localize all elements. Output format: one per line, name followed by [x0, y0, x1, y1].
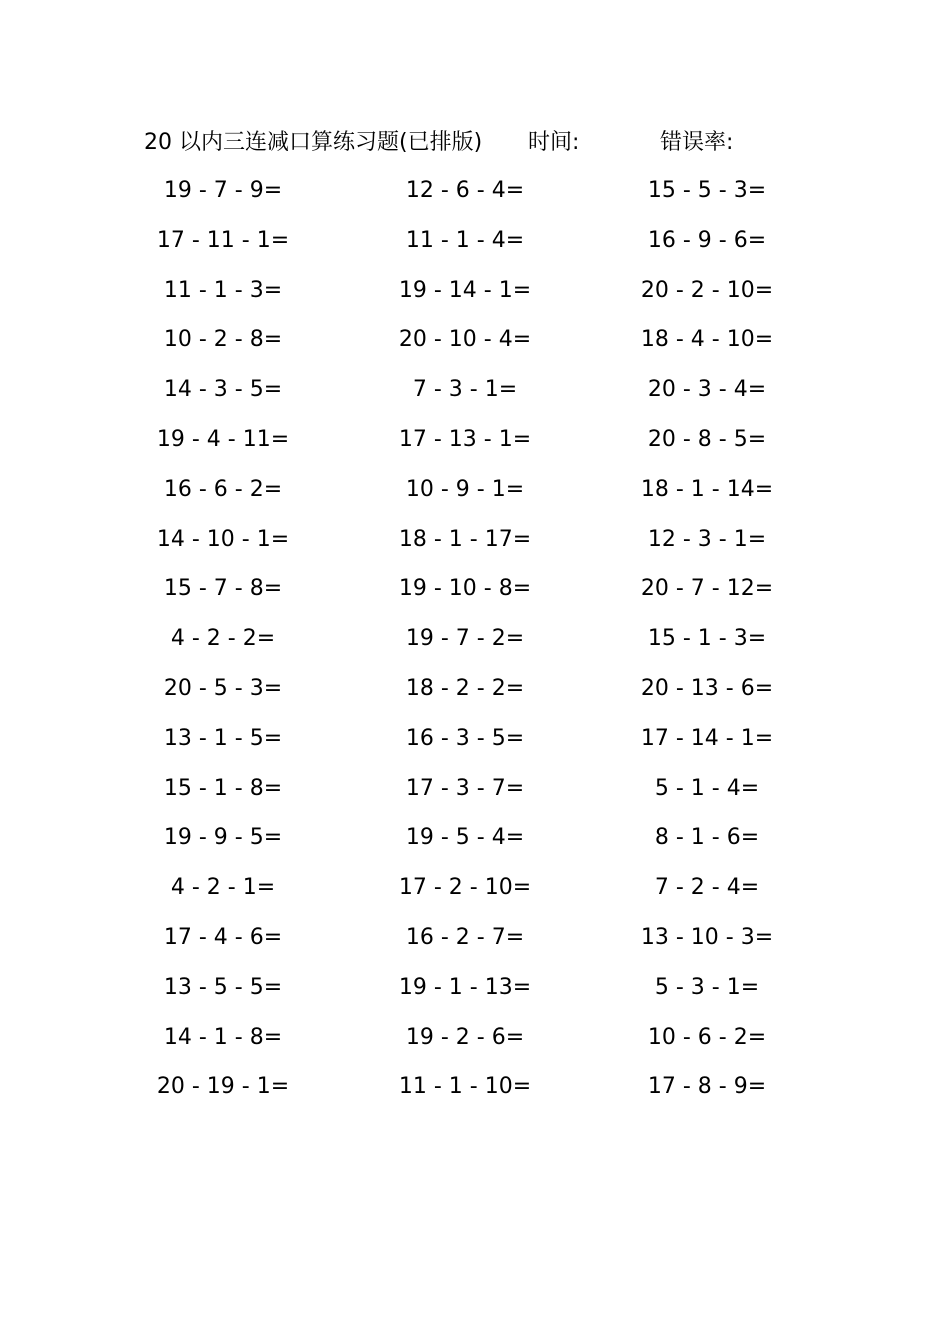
problem-item: 18 - 2 - 2= [405, 675, 525, 701]
problem-item: 15 - 5 - 3= [647, 178, 767, 203]
problem-item: 20 - 3 - 4= [647, 377, 767, 403]
problem-row [0, 672, 950, 722]
problem-item: 17 - 13 - 1= [398, 426, 532, 452]
problem-row [0, 971, 950, 1021]
problem-item: 19 - 7 - 2= [405, 626, 525, 652]
problem-item: 15 - 1 - 8= [163, 775, 283, 801]
problem-item: 19 - 2 - 6= [405, 1024, 525, 1050]
problem-row [0, 722, 950, 772]
problem-item: 20 - 8 - 5= [647, 426, 767, 452]
problem-row [0, 274, 950, 324]
problem-item: 17 - 3 - 7= [405, 775, 525, 801]
problem-item: 13 - 10 - 3= [640, 924, 774, 950]
problem-item: 20 - 13 - 6= [640, 675, 774, 701]
problem-row [0, 1021, 950, 1071]
problem-item: 10 - 6 - 2= [647, 1024, 767, 1050]
problem-item: 14 - 3 - 5= [163, 377, 283, 403]
problem-row [0, 772, 950, 822]
error-rate-label: 错误率: [660, 130, 734, 155]
problem-item: 5 - 1 - 4= [654, 775, 760, 801]
problem-row [0, 423, 950, 473]
problem-item: 19 - 10 - 8= [398, 576, 532, 602]
problem-item: 20 - 10 - 4= [398, 327, 532, 353]
problem-item: 20 - 7 - 12= [640, 576, 774, 602]
problem-item: 20 - 19 - 1= [156, 1074, 290, 1100]
problem-row [0, 1070, 950, 1120]
problem-item: 7 - 2 - 4= [654, 875, 760, 901]
problem-item: 10 - 9 - 1= [405, 476, 525, 502]
problem-item: 17 - 2 - 10= [398, 875, 532, 901]
problem-item: 11 - 1 - 10= [398, 1074, 532, 1100]
problem-row [0, 373, 950, 423]
problem-item: 11 - 1 - 3= [163, 277, 283, 303]
problem-item: 13 - 1 - 5= [163, 725, 283, 751]
problem-item: 17 - 11 - 1= [156, 227, 290, 253]
problem-item: 17 - 14 - 1= [640, 725, 774, 751]
problem-row [0, 821, 950, 871]
problem-item: 18 - 4 - 10= [640, 327, 774, 353]
problem-item: 12 - 6 - 4= [405, 178, 525, 203]
problem-item: 8 - 1 - 6= [654, 825, 760, 851]
worksheet-header [144, 126, 824, 160]
problem-row [0, 921, 950, 971]
problem-grid [0, 174, 950, 1120]
problem-row [0, 523, 950, 573]
problem-item: 19 - 5 - 4= [405, 825, 525, 851]
problem-item: 19 - 9 - 5= [163, 825, 283, 851]
problem-item: 20 - 2 - 10= [640, 277, 774, 303]
problem-item: 16 - 9 - 6= [647, 227, 767, 253]
problem-row [0, 622, 950, 672]
problem-item: 18 - 1 - 17= [398, 526, 532, 552]
problem-row [0, 473, 950, 523]
problem-row [0, 323, 950, 373]
problem-item: 19 - 7 - 9= [163, 178, 283, 203]
problem-item: 19 - 4 - 11= [156, 426, 290, 452]
problem-item: 14 - 1 - 8= [163, 1024, 283, 1050]
problem-item: 17 - 8 - 9= [647, 1074, 767, 1100]
problem-row [0, 572, 950, 622]
problem-item: 7 - 3 - 1= [412, 377, 518, 403]
problem-item: 10 - 2 - 8= [163, 327, 283, 353]
problem-item: 4 - 2 - 2= [170, 626, 276, 652]
problem-item: 12 - 3 - 1= [647, 526, 767, 552]
problem-item: 15 - 7 - 8= [163, 576, 283, 602]
problem-item: 19 - 14 - 1= [398, 277, 532, 303]
problem-item: 19 - 1 - 13= [398, 974, 532, 1000]
time-label: 时间: [528, 130, 580, 155]
problem-item: 16 - 6 - 2= [163, 476, 283, 502]
problem-item: 20 - 5 - 3= [163, 675, 283, 701]
problem-item: 16 - 2 - 7= [405, 924, 525, 950]
problem-item: 14 - 10 - 1= [156, 526, 290, 552]
worksheet-title: 20 以内三连减口算练习题(已排版) [144, 130, 483, 155]
problem-item: 11 - 1 - 4= [405, 227, 525, 253]
problem-row [0, 871, 950, 921]
problem-item: 4 - 2 - 1= [170, 875, 276, 901]
problem-item: 17 - 4 - 6= [163, 924, 283, 950]
problem-item: 13 - 5 - 5= [163, 974, 283, 1000]
problem-item: 15 - 1 - 3= [647, 626, 767, 652]
problem-item: 18 - 1 - 14= [640, 476, 774, 502]
problem-item: 5 - 3 - 1= [654, 974, 760, 1000]
problem-row [0, 174, 950, 224]
problem-row [0, 224, 950, 274]
problem-item: 16 - 3 - 5= [405, 725, 525, 751]
